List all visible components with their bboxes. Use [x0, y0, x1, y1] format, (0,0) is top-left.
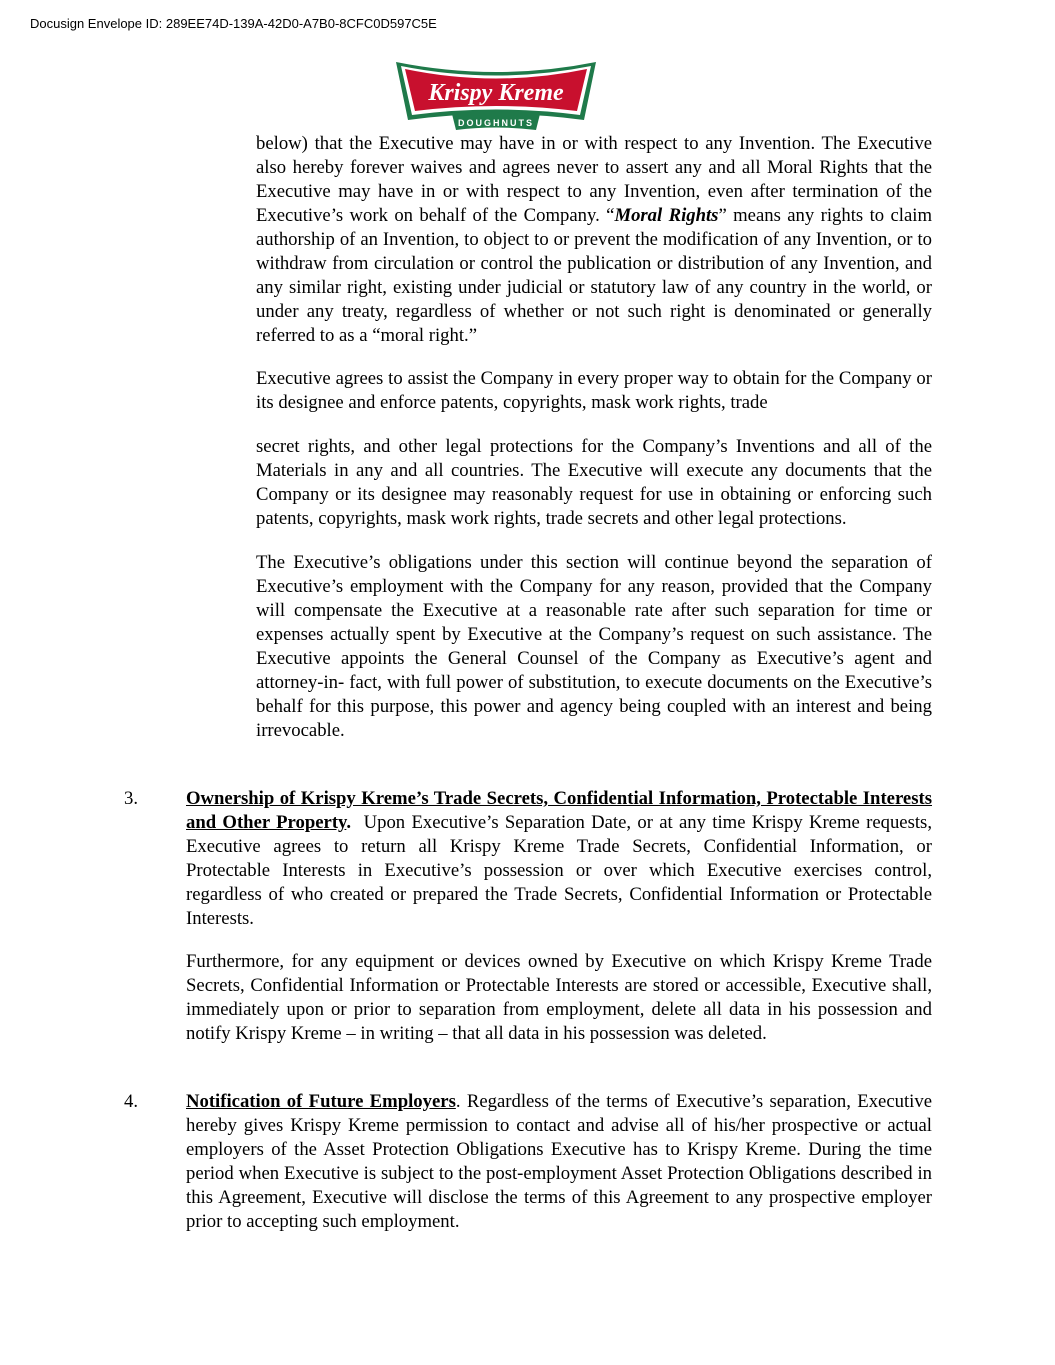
section-4-paragraph: Notification of Future Employers. Regardless of the terms of Executive’s separation, Executive hereby gives Krispy Kreme permission to contact and advise all of his/her prospective or actual employers of the Asset Protection Obligations Executive has to Krispy Kreme. During the time period when Executive is subject to the post-employment Asset Protection Obligations described in this Agreement, Executive will disclose the terms of this Agreement to any prospective employer prior to accepting such employment. — [186, 1091, 932, 1232]
section-3-heading: Ownership of Krispy Kreme’s Trade Secrets, Confidential Information, Protectable Interests and Other Property — [186, 788, 932, 833]
section-3-number: 3. — [124, 788, 139, 809]
secret-rights-paragraph: secret rights, and other legal protections for the Company’s Inventions and all of the Materials in any and all countries. The Executive will execute any documents that the Company or its designee may reasonably request for use in obtaining or enforcing such patents, copyrights, mask work rights, trade secrets and other legal protections. — [256, 436, 932, 529]
krispy-kreme-logo — [394, 60, 598, 132]
moral-rights-paragraph: below) that the Executive may have in or with respect to any Invention. The Executive also hereby forever waives and agrees never to assert any and all Moral Rights that the Executive may have in or with respect to any Invention, even after termination of the Executive’s work on behalf of the Company. “Moral Rights” means any rights to claim authorship of an Invention, to object to or prevent the modification of any Invention, or to withdraw from circulation or control the publication or distribution of any Invention, and any similar right, existing under judicial or statutory law of any country in the world, or under any treaty, regardless of whether or not such right is denominated or generally referred to as a “moral right.” — [256, 133, 932, 346]
section-4-number: 4. — [124, 1091, 139, 1112]
section-3-devices-paragraph: Furthermore, for any equipment or devices owned by Executive on which Krispy Kreme Trade Secrets, Confidential Information or Protectable Interests are stored or accessible, Executive shall, immediately upon or prior to separation from employment, delete all data in his possession and notify Krispy Kreme – in writing – that all data in his possession was deleted. — [186, 951, 932, 1044]
section-4-heading: Notification of Future Employers — [186, 1091, 456, 1112]
logo-tagline: DOUGHNUTS — [458, 118, 534, 128]
section-3-paragraph: Ownership of Krispy Kreme’s Trade Secrets, Confidential Information, Protectable Interests and Other Property. Upon Executive’s Separation Date, or at any time Krispy Kreme requests, Executive agrees to return all Krispy Kreme Trade Secrets, Confidential Information, or Protectable Interests in Executive’s possession or over which Executive exercises control, regardless of who created or prepared the Trade Secrets, Confidential Information or Protectable Interests. — [186, 788, 932, 929]
assist-paragraph: Executive agrees to assist the Company in every proper way to obtain for the Company or its designee and enforce patents, copyrights, mask work rights, trade — [256, 368, 932, 413]
docusign-envelope-id: Docusign Envelope ID: 289EE74D-139A-42D0-A7B0-8CFC0D597C5E — [30, 16, 437, 31]
obligations-paragraph: The Executive’s obligations under this section will continue beyond the separation of Executive’s employment with the Company for any reason, provided that the Company will compensate the Executive at a reasonable rate after such separation for time or expenses actually spent by Executive at the Company’s request on such assistance. The Executive appoints the General Counsel of the Company as Executive’s agent and attorney-in- fact, with full power of substitution, to execute documents on the Executive’s behalf for this purpose, this power and agency being coupled with an interest and being irrevocable. — [256, 552, 932, 741]
moral-rights-term: Moral Rights — [614, 205, 719, 226]
logo-wordmark: Krispy Kreme — [428, 80, 564, 106]
